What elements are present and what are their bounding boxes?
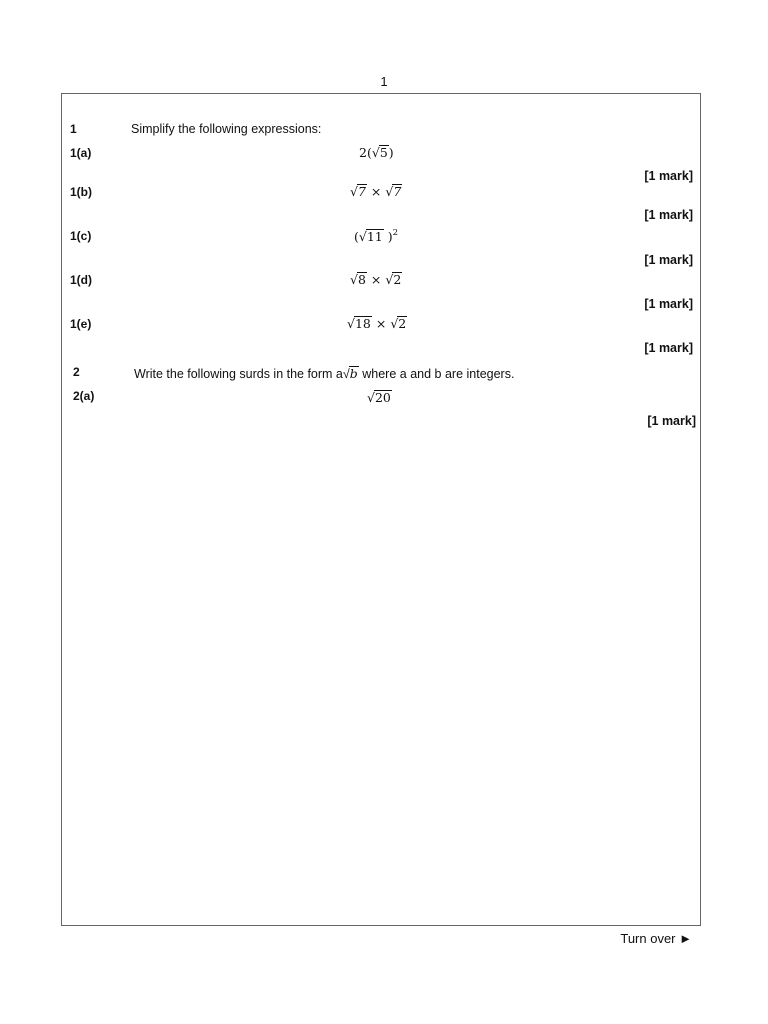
expr-1d-operator: × [370, 272, 382, 287]
part-label-1d: 1(d) [70, 273, 92, 287]
expr-1b-operator: × [370, 184, 382, 199]
expr-1c-open: ( [354, 229, 359, 244]
mark-1c: [1 mark] [644, 253, 693, 267]
part-label-2a: 2(a) [73, 389, 95, 403]
expr-1d-radicand-1: 8 [357, 272, 366, 287]
expression-1e: √18 × √2 [347, 316, 407, 331]
part-label-1a: 1(a) [70, 146, 92, 160]
expr-1e-operator: × [375, 316, 387, 331]
expr-1e-radicand-1: 18 [354, 316, 371, 331]
part-label-1e: 1(e) [70, 317, 92, 331]
mark-1a: [1 mark] [644, 169, 693, 183]
expr-1a-radicand: 5 [379, 145, 388, 160]
part-label-1c: 1(c) [70, 229, 92, 243]
question-number: 1 [70, 122, 77, 136]
mark-1e: [1 mark] [644, 341, 693, 355]
mark-2a: [1 mark] [647, 414, 696, 428]
q2-text-before: Write the following surds in the form a [134, 367, 343, 381]
turn-over-label: Turn over ► [620, 931, 692, 946]
expression-1d: √8 × √2 [350, 272, 402, 287]
expr-1d-radicand-2: 2 [393, 272, 402, 287]
mark-1d: [1 mark] [644, 297, 693, 311]
expression-2a: √20 [367, 390, 391, 405]
expr-1c-power: 2 [392, 228, 399, 238]
expr-1e-radicand-2: 2 [398, 316, 407, 331]
question-text: Write the following surds in the form a√b where a and b are integers. [134, 366, 515, 381]
expr-1c-radicand: 11 [366, 229, 383, 244]
expr-1b-radicand-1: 7 [357, 184, 366, 199]
expr-2a-radicand: 20 [374, 390, 391, 405]
q2-text-radicand: b [349, 366, 358, 381]
q2-text-after: where a and b are integers. [358, 367, 515, 381]
expression-1c: (√11 )$^2$ [354, 228, 399, 244]
expr-1b-radicand-2: 7 [393, 184, 402, 199]
expr-1a-close: ) [388, 145, 394, 160]
expression-1a: 2(√5) [359, 145, 394, 160]
question-number: 2 [73, 365, 80, 379]
mark-1b: [1 mark] [644, 208, 693, 222]
expr-1c-close: ) [387, 229, 393, 244]
expr-1a-coef: 2( [359, 145, 372, 160]
page-number: 1 [380, 74, 388, 89]
part-label-1b: 1(b) [70, 185, 92, 199]
expression-1b: √7 × √7 [350, 184, 402, 199]
question-text: Simplify the following expressions: [131, 122, 322, 136]
